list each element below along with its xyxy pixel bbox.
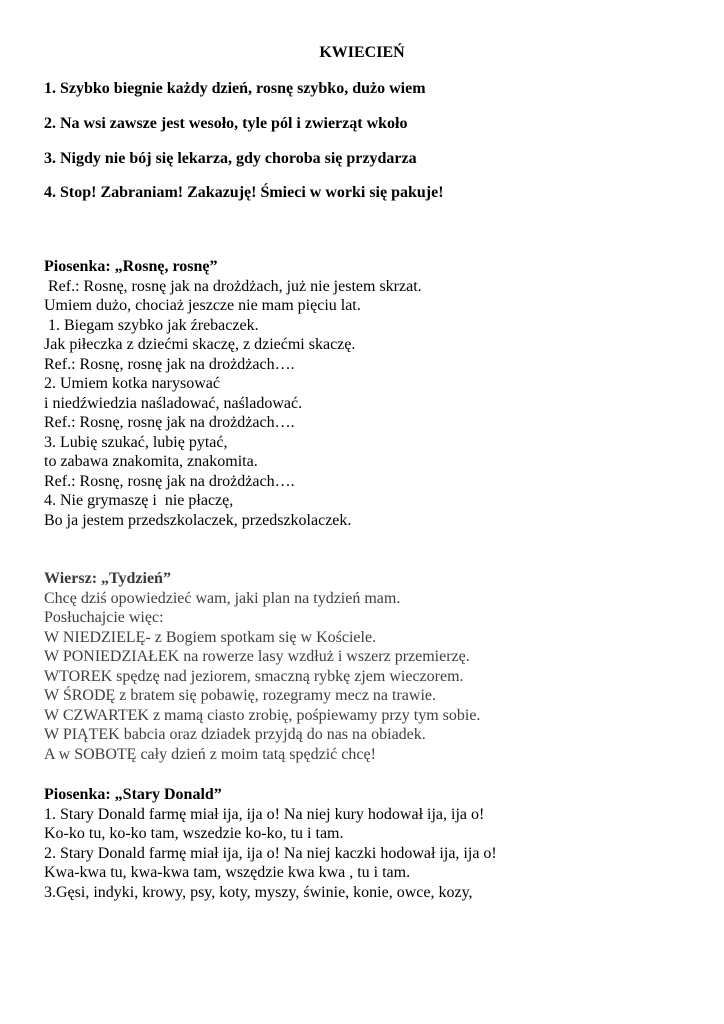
song-donald-line: 1. Stary Donald farmę miał ija, ija o! Na niej kury hodował ija, ija o! bbox=[44, 805, 485, 823]
song-rosne-line: Ref.: Rosnę, rosnę jak na drożdżach…. bbox=[44, 355, 295, 373]
song-donald-section bbox=[44, 785, 684, 902]
poem-tydzien-line: W CZWARTEK z mamą ciasto zrobię, pośpiewamy przy tym sobie. bbox=[44, 706, 481, 724]
song-donald-line: Kwa-kwa tu, kwa-kwa tam, wszędzie kwa kwa , tu i tam. bbox=[44, 864, 411, 881]
song-donald-heading: Piosenka: „Stary Donald” bbox=[44, 786, 222, 803]
poem-tydzien-line: WTOREK spędzę nad jeziorem, smaczną rybkę zjem wieczorem. bbox=[44, 667, 464, 685]
song-rosne-line: Ref.: Rosnę, rosnę jak na drożdżach…. bbox=[44, 414, 295, 431]
poem-tydzien-heading: Wiersz: „Tydzień” bbox=[44, 570, 171, 587]
goal-line-4: 4. Stop! Zabraniam! Zakazuję! Śmieci w worki się pakuje! bbox=[44, 184, 444, 201]
song-donald-line: Ko-ko tu, ko-ko tam, wszedzie ko-ko, tu i tam. bbox=[44, 825, 344, 842]
poem-tydzien-line: Chcę dziś opowiedzieć wam, jaki plan na tydzień mam. bbox=[44, 589, 401, 607]
song-donald-line: 2. Stary Donald farmę miał ija, ija o! Na niej kaczki hodował ija, ija o! bbox=[44, 844, 497, 862]
song-rosne-section bbox=[44, 257, 684, 530]
poem-tydzien-line: W NIEDZIELĘ- z Bogiem spotkam się w Kościele. bbox=[44, 628, 377, 646]
song-rosne-line: Ref.: Rosnę, rosnę jak na drożdżach, już nie jestem skrzat. bbox=[44, 277, 422, 295]
poem-tydzien-line: Posłuchajcie więc: bbox=[44, 609, 164, 626]
poem-tydzien-line: W PONIEDZIAŁEK na rowerze lasy wzdłuż i wszerz przemierzę. bbox=[44, 648, 470, 665]
poem-tydzien-line: A w SOBOTĘ cały dzień z moim tatą spędzić chcę! bbox=[44, 745, 376, 763]
poem-tydzien-line: W PIĄTEK babcia oraz dziadek przyjdą do nas na obiadek. bbox=[44, 726, 426, 743]
song-rosne-line: 1. Biegam szybko jak źrebaczek. bbox=[44, 316, 259, 334]
song-rosne-line: to zabawa znakomita, znakomita. bbox=[44, 453, 258, 470]
song-rosne-line: Ref.: Rosnę, rosnę jak na drożdżach…. bbox=[44, 472, 295, 490]
song-rosne-line: i niedźwiedzia naśladować, naśladować. bbox=[44, 394, 303, 412]
song-rosne-line: Bo ja jestem przedszkolaczek, przedszkolaczek. bbox=[44, 511, 352, 529]
song-rosne-line: 4. Nie grymaszę i nie płaczę, bbox=[44, 492, 234, 509]
goal-line-3: 3. Nigdy nie bój się lekarza, gdy choroba się przydarza bbox=[44, 150, 417, 167]
song-rosne-line: 3. Lubię szukać, lubię pytać, bbox=[44, 433, 228, 451]
goal-line-2: 2. Na wsi zawsze jest wesoło, tyle pól i zwierząt wkoło bbox=[44, 115, 408, 132]
song-rosne-line: Umiem dużo, chociaż jeszcze nie mam pięciu lat. bbox=[44, 297, 361, 314]
poem-tydzien-section bbox=[44, 569, 684, 764]
song-rosne-line: Jak piłeczka z dziećmi skaczę, z dziećmi skaczę. bbox=[44, 336, 356, 353]
poem-tydzien-line: W ŚRODĘ z bratem się pobawię, rozegramy mecz na trawie. bbox=[44, 687, 436, 704]
page-title: KWIECIEŃ bbox=[319, 44, 405, 61]
song-rosne-heading: Piosenka: „Rosnę, rosnę” bbox=[44, 258, 218, 275]
song-donald-line: 3.Gęsi, indyki, krowy, psy, koty, myszy, świnie, konie, owce, kozy, bbox=[44, 883, 473, 901]
song-rosne-line: 2. Umiem kotka narysować bbox=[44, 375, 220, 392]
goal-line-1: 1. Szybko biegnie każdy dzień, rosnę szybko, dużo wiem bbox=[44, 80, 426, 97]
